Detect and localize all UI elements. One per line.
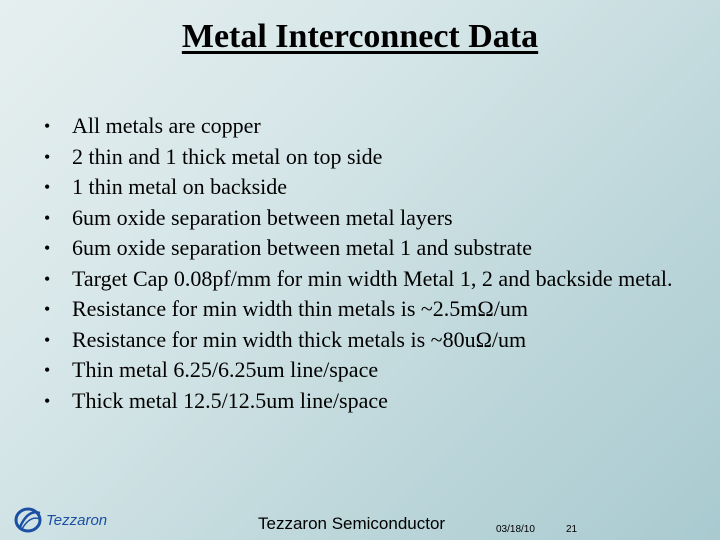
- bullet-text: Thick metal 12.5/12.5um line/space: [72, 387, 388, 413]
- bullet-dot: •: [44, 146, 51, 167]
- bullet-dot: •: [44, 207, 51, 228]
- bullet-dot: •: [44, 116, 51, 136]
- tezzaron-logo-icon: [10, 505, 125, 535]
- bullet-text: Resistance for min width thin metals is ~2.5mΩ/um: [72, 296, 528, 321]
- footer-date: 03/18/10: [496, 524, 535, 535]
- bullet-dot: •: [44, 360, 51, 380]
- bullet-text: 6um oxide separation between metal layers: [72, 204, 453, 230]
- bullet-item: [44, 264, 684, 295]
- slide-title: Metal Interconnect Data: [181, 18, 539, 55]
- bullet-item: [44, 325, 684, 356]
- page-number: 21: [566, 524, 578, 535]
- bullet-text: Resistance for min width thick metals is ~80uΩ/um: [72, 326, 527, 352]
- bullet-list: [44, 111, 684, 416]
- bullet-text: 1 thin metal on backside: [72, 174, 288, 199]
- bullet-item: [44, 294, 684, 325]
- bullet-item: [44, 203, 684, 234]
- logo-wordmark: Tezzaron: [46, 512, 108, 529]
- bullet-text: 2 thin and 1 thick metal on top side: [72, 143, 383, 169]
- bullet-item: [44, 172, 684, 203]
- bullet-text: Thin metal 6.25/6.25um line/space: [72, 357, 379, 382]
- bullet-dot: •: [44, 238, 51, 258]
- bullet-dot: •: [44, 390, 51, 411]
- bullet-item: [44, 111, 684, 142]
- bullet-item: [44, 355, 684, 386]
- bullet-item: [44, 233, 684, 264]
- bullet-text: All metals are copper: [72, 113, 261, 138]
- bullet-dot: •: [44, 329, 51, 350]
- bullet-dot: •: [44, 177, 51, 197]
- bullet-item: [44, 386, 684, 417]
- bullet-dot: •: [44, 299, 51, 319]
- bullet-text: 6um oxide separation between metal 1 and substrate: [72, 235, 533, 260]
- bullet-item: [44, 142, 684, 173]
- footer-company: Tezzaron Semiconductor: [258, 514, 446, 533]
- bullet-dot: •: [44, 268, 51, 289]
- bullet-text: Target Cap 0.08pf/mm for min width Metal 1, 2 and backside metal.: [72, 265, 673, 291]
